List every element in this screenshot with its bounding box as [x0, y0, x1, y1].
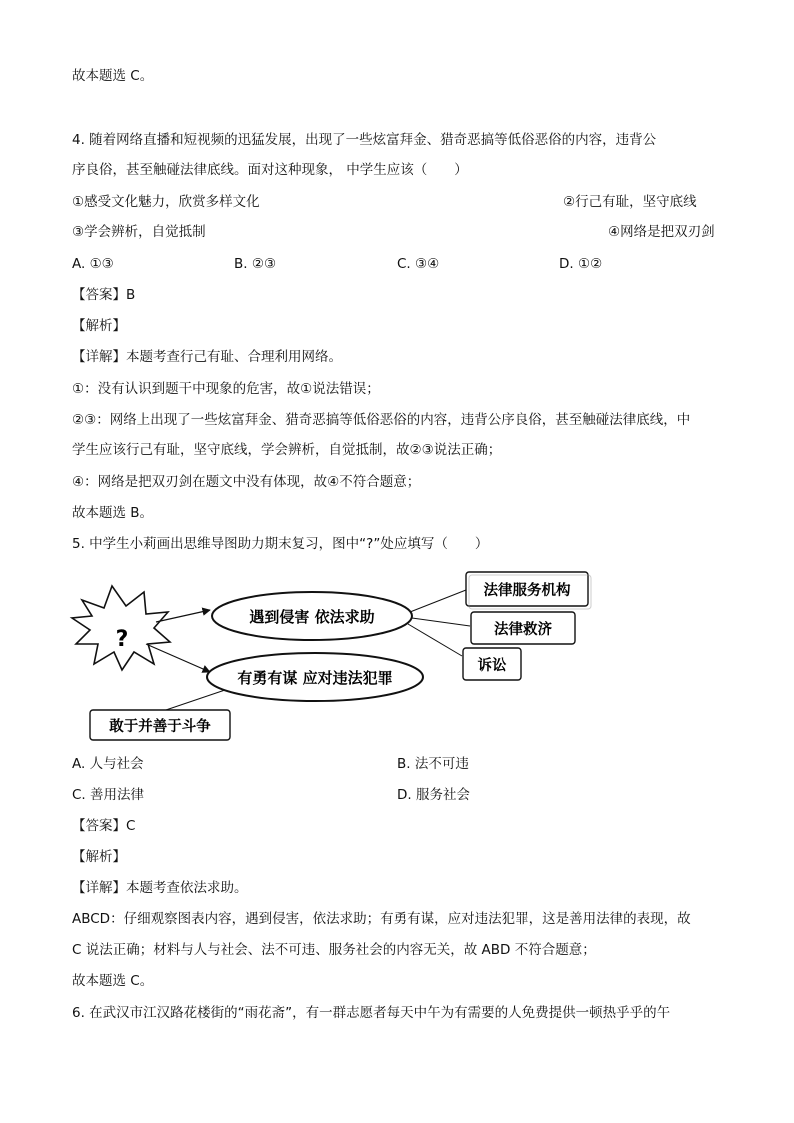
analysis-label: 【解析】: [72, 849, 126, 865]
explanation-line: ABCD：仔细观察图表内容，遇到侵害，依法求助；有勇有谋，应对违法犯罪，这是善用法律的表现，故: [72, 911, 691, 927]
statement-3: ③学会辨析，自觉抵制: [72, 224, 206, 240]
option-d: D. 服务社会: [397, 787, 470, 803]
node2-label: 有勇有谋 应对违法犯罪: [237, 669, 393, 687]
box3-label: 诉讼: [477, 658, 507, 674]
explanation-line: ②③：网络上出现了一些炫富拜金、猎奇恶搞等低俗恶俗的内容，违背公序良俗，甚至触碰法律底线，中: [72, 412, 691, 428]
option-b: B. 法不可违: [397, 756, 469, 772]
box4-label: 敢于并善于斗争: [109, 719, 211, 735]
statement-2: ②行己有耻，坚守底线: [563, 194, 697, 210]
option-a: A. ①③: [72, 256, 114, 272]
explanation-line: ④：网络是把双刃剑在题文中没有体现，故④不符合题意；: [72, 474, 421, 490]
mind-map-diagram: [60, 560, 620, 750]
option-c: C. ③④: [397, 256, 440, 272]
option-c: C. 善用法律: [72, 787, 145, 803]
conclusion-line: 故本题选 B。: [72, 505, 154, 521]
connector: [412, 618, 470, 626]
connector: [410, 590, 466, 612]
detail-label: 【详解】本题考查依法求助。: [72, 880, 248, 896]
connector: [408, 624, 462, 656]
option-b: B. ②③: [234, 256, 277, 272]
detail-label: 【详解】本题考查行己有耻、合理利用网络。: [72, 349, 342, 365]
conclusion-line: 故本题选 C。: [72, 973, 154, 989]
question-4-stem: 4. 随着网络直播和短视频的迅猛发展，出现了一些炫富拜金、猎奇恶搞等低俗恶俗的内容，违背公: [72, 132, 657, 148]
answer-label: 【答案】C: [72, 818, 136, 834]
text-line: 故本题选 C。: [72, 68, 154, 84]
analysis-label: 【解析】: [72, 318, 126, 334]
explanation-line: C 说法正确；材料与人与社会、法不可违、服务社会的内容无关，故 ABD 不符合题意；: [72, 942, 596, 958]
statement-1: ①感受文化魅力，欣赏多样文化: [72, 194, 260, 210]
explanation-line: 学生应该行己有耻，坚守底线，学会辨析，自觉抵制，故②③说法正确；: [72, 442, 502, 458]
option-d: D. ①②: [559, 256, 603, 272]
arrow-to-node2: [146, 644, 210, 672]
box2-label: 法律救济: [494, 622, 552, 638]
node1-label: 遇到侵害 依法求助: [249, 608, 375, 626]
answer-label: 【答案】B: [72, 287, 136, 303]
question-5-stem: 5. 中学生小莉画出思维导图助力期末复习，图中“?”处应填写（ ）: [72, 536, 489, 552]
box1-label: 法律服务机构: [483, 583, 571, 599]
connector: [160, 690, 225, 712]
explanation-line: ①：没有认识到题干中现象的危害，故①说法错误；: [72, 381, 380, 397]
option-a: A. 人与社会: [72, 756, 144, 772]
center-question-mark: ?: [115, 627, 129, 652]
question-6-stem: 6. 在武汉市江汉路花楼街的“雨花斋”，有一群志愿者每天中午为有需要的人免费提供一顿热乎乎的午: [72, 1005, 671, 1021]
question-4-stem-cont: 序良俗，甚至触碰法律底线。面对这种现象， 中学生应该（ ）: [72, 162, 468, 178]
statement-4: ④网络是把双刃剑: [608, 224, 715, 240]
